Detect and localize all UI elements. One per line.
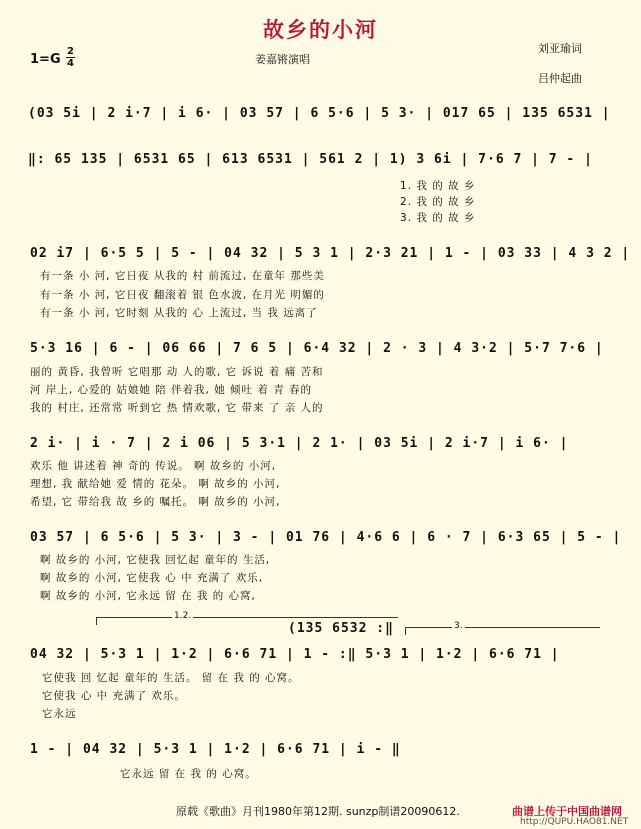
lyric-line-5-v1: 欢乐 他 讲述着 神 奇的 传说。 啊 故乡的 小河, — [30, 460, 277, 472]
score-line-7-paren: (135 6532 :‖ — [288, 621, 394, 636]
score-line-4: 5·3 16 | 6 - | 06 66 | 7 6 5 | 6·4 32 | 2 · 3 | 4 3·2 | 5·7 7·6 | — [30, 341, 604, 356]
lyric-line-3-v2: 有一条 小 河, 它日夜 翻滚着 银 色水波, 在月光 明媚的 — [40, 289, 325, 301]
lyric-line-3-v1: 有一条 小 河, 它日夜 从我的 村 前流过, 在童年 那些美 — [40, 270, 325, 282]
volta-1-2-start — [96, 617, 97, 625]
composer: 吕仲起曲 — [538, 72, 582, 85]
singer: 姜嘉锵演唱 — [255, 53, 310, 66]
lyric-line-3-v3: 有一条 小 河, 它时刻 从我的 心 上流过, 当 我 远离了 — [40, 307, 318, 319]
time-sig-bottom: 4 — [67, 58, 74, 69]
lyric-line-6-v3: 啊 故乡的 小河, 它永远 留 在 我 的 心窝, — [40, 590, 256, 602]
lyric-line-7-v3: 它永远 — [42, 708, 77, 720]
lyric-line-4-v1: 丽的 黄昏, 我曾听 它唱那 动 人的歌, 它 诉说 着 痛 苦和 — [30, 366, 324, 378]
verse-label-2: 2. 我 的 故 乡 — [400, 196, 476, 208]
score-line-7: 04 32 | 5·3 1 | 1·2 | 6·6 71 | 1 - :‖ 5·3 1 | 1·2 | 6·6 71 | — [30, 647, 560, 662]
score-line-5: 2 i· | i · 7 | 2 i 06 | 5 3·1 | 2 1· | 03 5i | 2 i·7 | i 6· | — [30, 436, 569, 451]
volta-3-start — [405, 627, 406, 635]
song-title: 故乡的小河 — [263, 18, 378, 42]
verse-label-3: 3. 我 的 故 乡 — [400, 212, 476, 224]
source-note: 原载《歌曲》月刊1980年第12期. sunzp制谱20090612. — [176, 805, 460, 818]
volta-1-2-label: 1.2. — [174, 611, 192, 621]
score-line-8: 1 - | 04 32 | 5·3 1 | 1·2 | 6·6 71 | i - ‖ — [30, 742, 401, 757]
score-line-3: 02 i7 | 6·5 5 | 5 - | 04 32 | 5 3 1 | 2·3 21 | 1 - | 03 33 | 4 3 2 | — [30, 246, 631, 261]
lyric-line-6-v2: 啊 故乡的 小河, 它使我 心 中 充满了 欢乐, — [40, 572, 264, 584]
verse-label-1: 1. 我 的 故 乡 — [400, 180, 476, 192]
lyricist: 刘亚瑜词 — [538, 42, 582, 55]
volta-3-label: 3. — [454, 621, 463, 631]
time-signature — [66, 46, 75, 69]
lyric-line-5-v2: 理想, 我 献给她 爱 情的 花朵。 啊 故乡的 小河, — [30, 478, 281, 490]
key-signature: 1=G — [30, 52, 61, 67]
score-line-2: ‖: 65 135 | 6531 65 | 613 6531 | 561 2 | 1) 3 6i | 7·6 7 | 7 - | — [28, 152, 593, 167]
lyric-line-8: 它永远 留 在 我 的 心窝。 — [120, 768, 257, 780]
site-url: http://QUPU.HAO81.NET — [520, 817, 629, 827]
lyric-line-7-v1: 它使我 回 忆起 童年的 生活。 留 在 我 的 心窝。 — [42, 672, 300, 684]
lyric-line-4-v3: 我的 村庄, 还常常 听到它 热 情欢歌, 它 带来 了 亲 人的 — [30, 402, 324, 414]
time-sig-top: 2 — [67, 46, 74, 57]
volta-3-bracket — [405, 627, 600, 628]
score-line-1: (03 5i | 2 i·7 | i 6· | 03 57 | 6 5·6 | 5 3· | 017 65 | 135 6531 | — [28, 106, 611, 121]
lyric-line-6-v1: 啊 故乡的 小河, 它使我 回忆起 童年的 生活, — [40, 554, 271, 566]
lyric-line-7-v2: 它使我 心 中 充满了 欢乐。 — [42, 690, 186, 702]
lyric-line-4-v2: 河 岸上, 心爱的 姑娘她 陪 伴着我, 她 倾吐 着 青 春的 — [30, 384, 313, 396]
score-line-6: 03 57 | 6 5·6 | 5 3· | 3 - | 01 76 | 4·6 6 | 6 · 7 | 6·3 65 | 5 - | — [30, 530, 622, 545]
lyric-line-5-v3: 希望, 它 带给我 故 乡的 嘱托。 啊 故乡的 小河, — [30, 496, 281, 508]
upload-note: 曲谱上传于中国曲谱网 — [512, 805, 622, 818]
volta-1-2-bracket — [96, 617, 398, 618]
